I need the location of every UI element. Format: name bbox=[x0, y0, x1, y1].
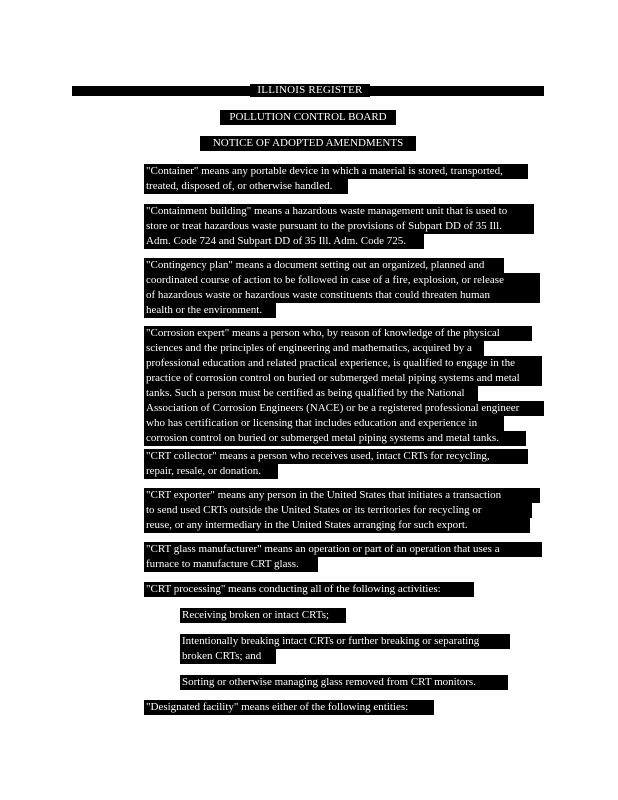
text-line: "Corrosion expert" means a person who, by reason of knowledge of the physical bbox=[144, 326, 532, 341]
crt-processing-item-2 bbox=[180, 634, 510, 664]
crt-processing-item-3 bbox=[180, 675, 508, 690]
agency-title: POLLUTION CONTROL BOARD bbox=[220, 110, 396, 125]
text-line: professional education and related practical experience, is qualified to engage in the bbox=[144, 356, 542, 371]
text-line: broken CRTs; and bbox=[180, 649, 276, 664]
definition-containment-building bbox=[144, 204, 540, 249]
text-line: furnace to manufacture CRT glass. bbox=[144, 557, 318, 572]
text-line: "CRT glass manufacturer" means an operation or part of an operation that uses a bbox=[144, 542, 542, 557]
text-line: "Container" means any portable device in which a material is stored, transported, bbox=[144, 164, 528, 179]
text-line: corrosion control on buried or submerged metal piping systems and metal tanks. bbox=[144, 431, 526, 446]
text-line: "CRT collector" means a person who receives used, intact CRTs for recycling, bbox=[144, 449, 528, 464]
text-line: "Contingency plan" means a document setting out an organized, planned and bbox=[144, 258, 504, 273]
text-line: to send used CRTs outside the United States or its territories for recycling or bbox=[144, 503, 532, 518]
definition-contingency-plan bbox=[144, 258, 540, 318]
text-line: Adm. Code 724 and Subpart DD of 35 Ill. Adm. Code 725. bbox=[144, 234, 424, 249]
definition-crt-collector bbox=[144, 449, 540, 479]
text-line: "Designated facility" means either of the following entities: bbox=[144, 700, 434, 715]
text-line: Sorting or otherwise managing glass removed from CRT monitors. bbox=[180, 675, 508, 690]
text-line: "CRT exporter" means any person in the United States that initiates a transaction bbox=[144, 488, 540, 503]
text-line: "CRT processing" means conducting all of the following activities: bbox=[144, 582, 474, 597]
definition-container bbox=[144, 164, 540, 194]
text-line: reuse, or any intermediary in the United States arranging for such export. bbox=[144, 518, 530, 533]
definition-crt-processing bbox=[144, 582, 540, 597]
text-line: Association of Corrosion Engineers (NACE) or be a registered professional engineer bbox=[144, 401, 544, 416]
notice-title: NOTICE OF ADOPTED AMENDMENTS bbox=[200, 136, 416, 151]
text-line: Receiving broken or intact CRTs; bbox=[180, 608, 346, 623]
text-line: tanks. Such a person must be certified as being qualified by the National bbox=[144, 386, 478, 401]
crt-processing-item-1 bbox=[180, 608, 346, 623]
text-line: "Containment building" means a hazardous waste management unit that is used to bbox=[144, 204, 534, 219]
text-line: store or treat hazardous waste pursuant to the provisions of Subpart DD of 35 Ill. bbox=[144, 219, 534, 234]
text-line: treated, disposed of, or otherwise handled. bbox=[144, 179, 348, 194]
definition-crt-glass-manufacturer bbox=[144, 542, 540, 572]
text-line: coordinated course of action to be followed in case of a fire, explosion, or release bbox=[144, 273, 540, 288]
text-line: health or the environment. bbox=[144, 303, 276, 318]
definition-corrosion-expert bbox=[144, 326, 540, 446]
text-line: repair, resale, or donation. bbox=[144, 464, 278, 479]
text-line: who has certification or licensing that includes education and experience in bbox=[144, 416, 504, 431]
text-line: Intentionally breaking intact CRTs or further breaking or separating bbox=[180, 634, 510, 649]
definition-designated-facility bbox=[144, 700, 540, 715]
register-title: ILLINOIS REGISTER bbox=[250, 84, 370, 97]
definition-crt-exporter bbox=[144, 488, 540, 533]
text-line: practice of corrosion control on buried or submerged metal piping systems and metal bbox=[144, 371, 542, 386]
text-line: of hazardous waste or hazardous waste constituents that could threaten human bbox=[144, 288, 540, 303]
text-line: sciences and the principles of engineering and mathematics, acquired by a bbox=[144, 341, 484, 356]
